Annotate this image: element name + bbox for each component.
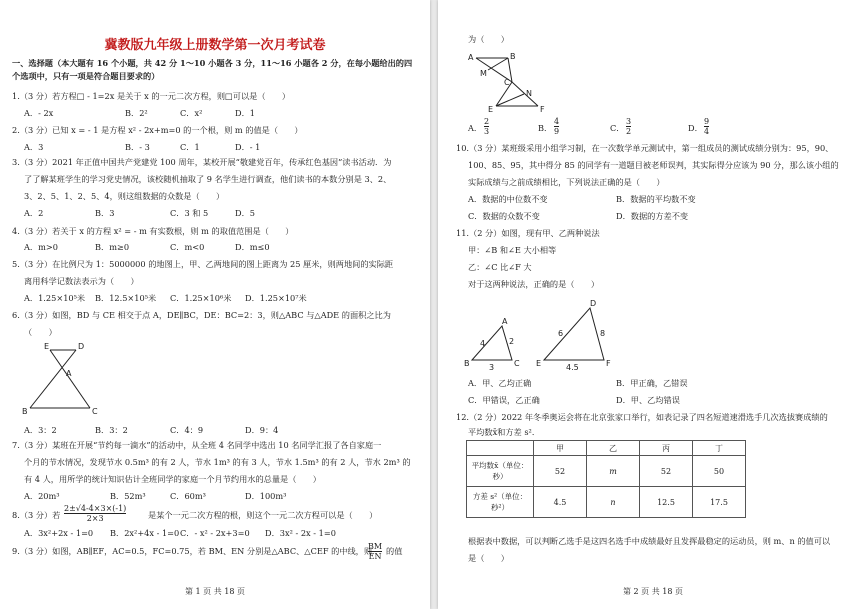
- option: A．m>0: [24, 242, 58, 252]
- label-B: B: [464, 359, 470, 368]
- table-cell: [467, 441, 534, 456]
- section-heading: 一、选择题（本大题有 16 个小题，共 42 分 1～10 小题各 3 分，11～16 小题各 2 分，在每小题给出的四: [12, 58, 413, 68]
- label-C: C: [514, 359, 520, 368]
- option: C．- x² - 2x+3=0: [180, 528, 250, 538]
- option: B．- 3: [125, 142, 150, 152]
- option: C．4：9: [170, 425, 204, 435]
- label-E: E: [536, 359, 542, 368]
- option: B．3：2: [95, 425, 128, 435]
- option: C．m<0: [170, 242, 205, 252]
- question-7-line-2: 个月的节水情况，发现节水 0.5m³ 的有 2 人，节水 1m³ 的有 3 人，节水 1.5m³ 的有 2 人，节水 2m³ 的: [24, 457, 411, 467]
- question-2: 2.（3 分）已知 x = - 1 是方程 x² - 2x+m=0 的一个根，则 m 的值是（ ）: [12, 125, 303, 135]
- label-E: E: [44, 342, 50, 351]
- side-2: 2: [509, 337, 515, 346]
- label-F: F: [606, 359, 611, 368]
- exam-page-1: [0, 0, 430, 609]
- option: D．9：4: [245, 425, 279, 435]
- question-1: 1.（3 分）若方程□ - 1=2x 是关于 x 的一元二次方程，则□可以是（ ）: [12, 91, 291, 101]
- question-10: 10.（3 分）某班级采用小组学习制，在一次数学单元测试中，第一组成员的测试成绩分别为：95，90、: [456, 143, 834, 153]
- question-10-line-2: 100、85、95，其中得分 85 的同学有一道题目被老师误判，其实际得分应该为 90 分，那么该小组的: [468, 160, 839, 170]
- table-row: [467, 487, 746, 518]
- label-M: M: [480, 69, 487, 78]
- question-9: 9.（3 分）如图，AB∥EF，AC=0.5，FC=0.75，若 BM、EN 分别是△ABC、△CEF 的中线，则: [12, 546, 373, 556]
- numerator: 4: [554, 117, 560, 126]
- option: B．数据的平均数不变: [616, 194, 696, 204]
- option: C．: [610, 123, 625, 133]
- label-D: D: [590, 299, 597, 308]
- q9-fraction: [368, 542, 382, 561]
- option: A．数据的中位数不变: [468, 194, 548, 204]
- option: D．3x² - 2x - 1=0: [265, 528, 336, 538]
- numerator: 2: [484, 117, 490, 126]
- table-row: [467, 456, 746, 487]
- q9-denominator: EN: [368, 552, 382, 561]
- option-fraction: [626, 117, 631, 136]
- label-B: B: [22, 407, 28, 416]
- option: D．100m³: [245, 491, 287, 501]
- denominator: 4: [704, 127, 710, 136]
- option: D．: [688, 123, 703, 133]
- label-A: A: [468, 53, 474, 62]
- option: A．3x²+2x - 1=0: [24, 528, 94, 538]
- section-heading-cont: 个选项中，只有一项是符合题目要求的）: [12, 71, 160, 81]
- side-8: 8: [600, 329, 606, 338]
- exam-title: 冀教版九年级上册数学第一次月考试卷: [104, 38, 326, 53]
- side-6: 6: [558, 329, 564, 338]
- table-cell: 方差 s²（单位：秒²）: [467, 487, 534, 518]
- option-fraction: [484, 117, 489, 136]
- option: A．甲、乙均正确: [468, 378, 532, 388]
- label-C: C: [504, 78, 510, 87]
- table-cell: 甲: [534, 441, 587, 456]
- option: B．2²: [125, 108, 148, 118]
- numerator: 3: [626, 117, 632, 126]
- option: B．m≥0: [95, 242, 130, 252]
- label-B: B: [510, 52, 516, 61]
- side-4-5: 4.5: [566, 363, 579, 372]
- table-cell: m: [587, 456, 640, 487]
- table-cell: 乙: [587, 441, 640, 456]
- option: B．3: [95, 208, 115, 218]
- question-12-line-4: 是（ ）: [468, 553, 509, 563]
- denominator: 9: [554, 127, 560, 136]
- table-cell: 52: [534, 456, 587, 487]
- option: D．甲、乙均错误: [616, 395, 680, 405]
- score-table: [466, 440, 746, 518]
- table-cell: 丙: [640, 441, 693, 456]
- option: A．- 2x: [24, 108, 54, 118]
- question-9-cont: 为（ ）: [468, 34, 509, 44]
- table-cell: 12.5: [640, 487, 693, 518]
- question-10-line-3: 实际成绩与之前成绩相比，下列说法正确的是（ ）: [468, 177, 665, 187]
- option: B．2x²+4x - 1=0: [110, 528, 180, 538]
- question-7: 7.（3 分）某班在开展“节约每一滴水”的活动中，从全班 4 名同学中选出 10 名同学汇报了各自家庭一: [12, 440, 382, 450]
- option: C．甲错误，乙正确: [468, 395, 540, 405]
- option: D．数据的方差不变: [616, 211, 689, 221]
- question-7-line-3: 有 4 人，用所学的统计知识估计全班同学的家庭一个月节约用水的总量是（ ）: [24, 474, 321, 484]
- question-3: 3.（3 分）2021 年正值中国共产党建党 100 周年，某校开展“敬建党百年，传承红色基因”读书活动．为: [12, 157, 392, 167]
- option: D．1.25×10⁷米: [245, 293, 307, 303]
- question-6-line-2: （ ）: [24, 327, 57, 337]
- question-3-line-3: 3、2、5、1、2、5、4，则这组数据的众数是（ ）: [24, 191, 225, 201]
- option: B．52m³: [110, 491, 146, 501]
- question-12: 12.（2 分）2022 年冬季奥运会将在北京张家口举行，如表记录了四名短道速滑选手几次选拔赛成绩的: [456, 412, 828, 422]
- question-8-cont: 是某个一元二次方程的根，则这个一元二次方程可以是（ ）: [148, 510, 378, 520]
- option: D．1: [235, 108, 255, 118]
- table-cell: 17.5: [693, 487, 746, 518]
- table-cell: 4.5: [534, 487, 587, 518]
- q8-denominator: 2×3: [86, 514, 104, 523]
- label-C: C: [92, 407, 98, 416]
- question-6: 6.（3 分）如图，BD 与 CE 相交于点 A，DE∥BC，DE：BC=2：3，则△ABC 与△ADE 的面积之比为: [12, 310, 391, 320]
- label-D: D: [78, 342, 85, 351]
- option: B．12.5×10⁵米: [95, 293, 157, 303]
- table-cell: 丁: [693, 441, 746, 456]
- option: C．3 和 5: [170, 208, 209, 218]
- option: A．3: [24, 142, 44, 152]
- option: D．- 1: [235, 142, 261, 152]
- option-fraction: [704, 117, 709, 136]
- table-cell: 平均数x̄（单位：秒）: [467, 456, 534, 487]
- question-8: 8.（3 分）若: [12, 510, 61, 520]
- option: D．5: [235, 208, 255, 218]
- option: C．x²: [180, 108, 203, 118]
- label-E: E: [488, 105, 494, 114]
- option-fraction: [554, 117, 559, 136]
- question-11-prompt: 对于这两种说法，正确的是（ ）: [468, 279, 600, 289]
- question-4: 4.（3 分）若关于 x 的方程 x² = - m 有实数根，则 m 的取值范围是（ ）: [12, 226, 294, 236]
- question-12-line-3: 根据表中数据，可以判断乙选手是这四名选手中成绩最好且发挥最稳定的运动员，则 m、n 的值可以: [468, 536, 831, 546]
- label-A: A: [502, 317, 508, 326]
- option: A．1.25×10⁵米: [24, 293, 86, 303]
- figure-q11: [462, 296, 622, 374]
- statement-jia: 甲：∠B 和∠E 大小相等: [468, 245, 557, 255]
- label-A: A: [66, 369, 72, 378]
- option: A．2: [24, 208, 44, 218]
- page-footer: 第 2 页 共 18 页: [623, 587, 683, 596]
- side-4: 4: [480, 339, 486, 348]
- option: C．1.25×10⁶米: [170, 293, 232, 303]
- side-3: 3: [489, 363, 495, 372]
- denominator: 3: [484, 127, 490, 136]
- question-5: 5.（3 分）在比例尺为 1：5000000 的地图上，甲、乙两地间的图上距离为 25 厘米，则两地间的实际距: [12, 259, 394, 269]
- label-N: N: [526, 89, 532, 98]
- statement-yi: 乙：∠C 比∠F 大: [468, 262, 532, 272]
- option: A．3：2: [24, 425, 57, 435]
- question-9-tail: 的值: [386, 546, 403, 556]
- figure-q9: [466, 50, 566, 112]
- page-footer: 第 1 页 共 18 页: [185, 587, 245, 596]
- table-cell: n: [587, 487, 640, 518]
- denominator: 2: [626, 127, 632, 136]
- question-11: 11.（2 分）如图，现有甲、乙两种说法: [456, 228, 600, 238]
- option: C．数据的众数不变: [468, 211, 540, 221]
- question-3-line-2: 了了解某班学生的学习党史情况，该校随机抽取了 9 名学生进行调查，他们读书的本数分别是 3、2、: [24, 174, 392, 184]
- question-5-line-2: 离用科学记数法表示为（ ）: [24, 276, 139, 286]
- q8-numerator: 2±√4-4×3×(-1): [64, 504, 127, 513]
- table-cell: 50: [693, 456, 746, 487]
- q8-fraction: [64, 504, 126, 523]
- option: A．20m³: [24, 491, 60, 501]
- figure-q6: [20, 342, 110, 418]
- label-F: F: [540, 105, 545, 114]
- q9-numerator: BM: [368, 542, 383, 551]
- question-12-line-2: 平均数x̄和方差 s²．: [468, 427, 541, 437]
- option: B．甲正确，乙错误: [616, 378, 688, 388]
- table-cell: 52: [640, 456, 693, 487]
- table-header-row: [467, 441, 746, 456]
- option: A．: [468, 123, 483, 133]
- option: C．60m³: [170, 491, 206, 501]
- numerator: 9: [704, 117, 710, 126]
- option: B．: [538, 123, 553, 133]
- option: C．1: [180, 142, 200, 152]
- option: D．m≤0: [235, 242, 270, 252]
